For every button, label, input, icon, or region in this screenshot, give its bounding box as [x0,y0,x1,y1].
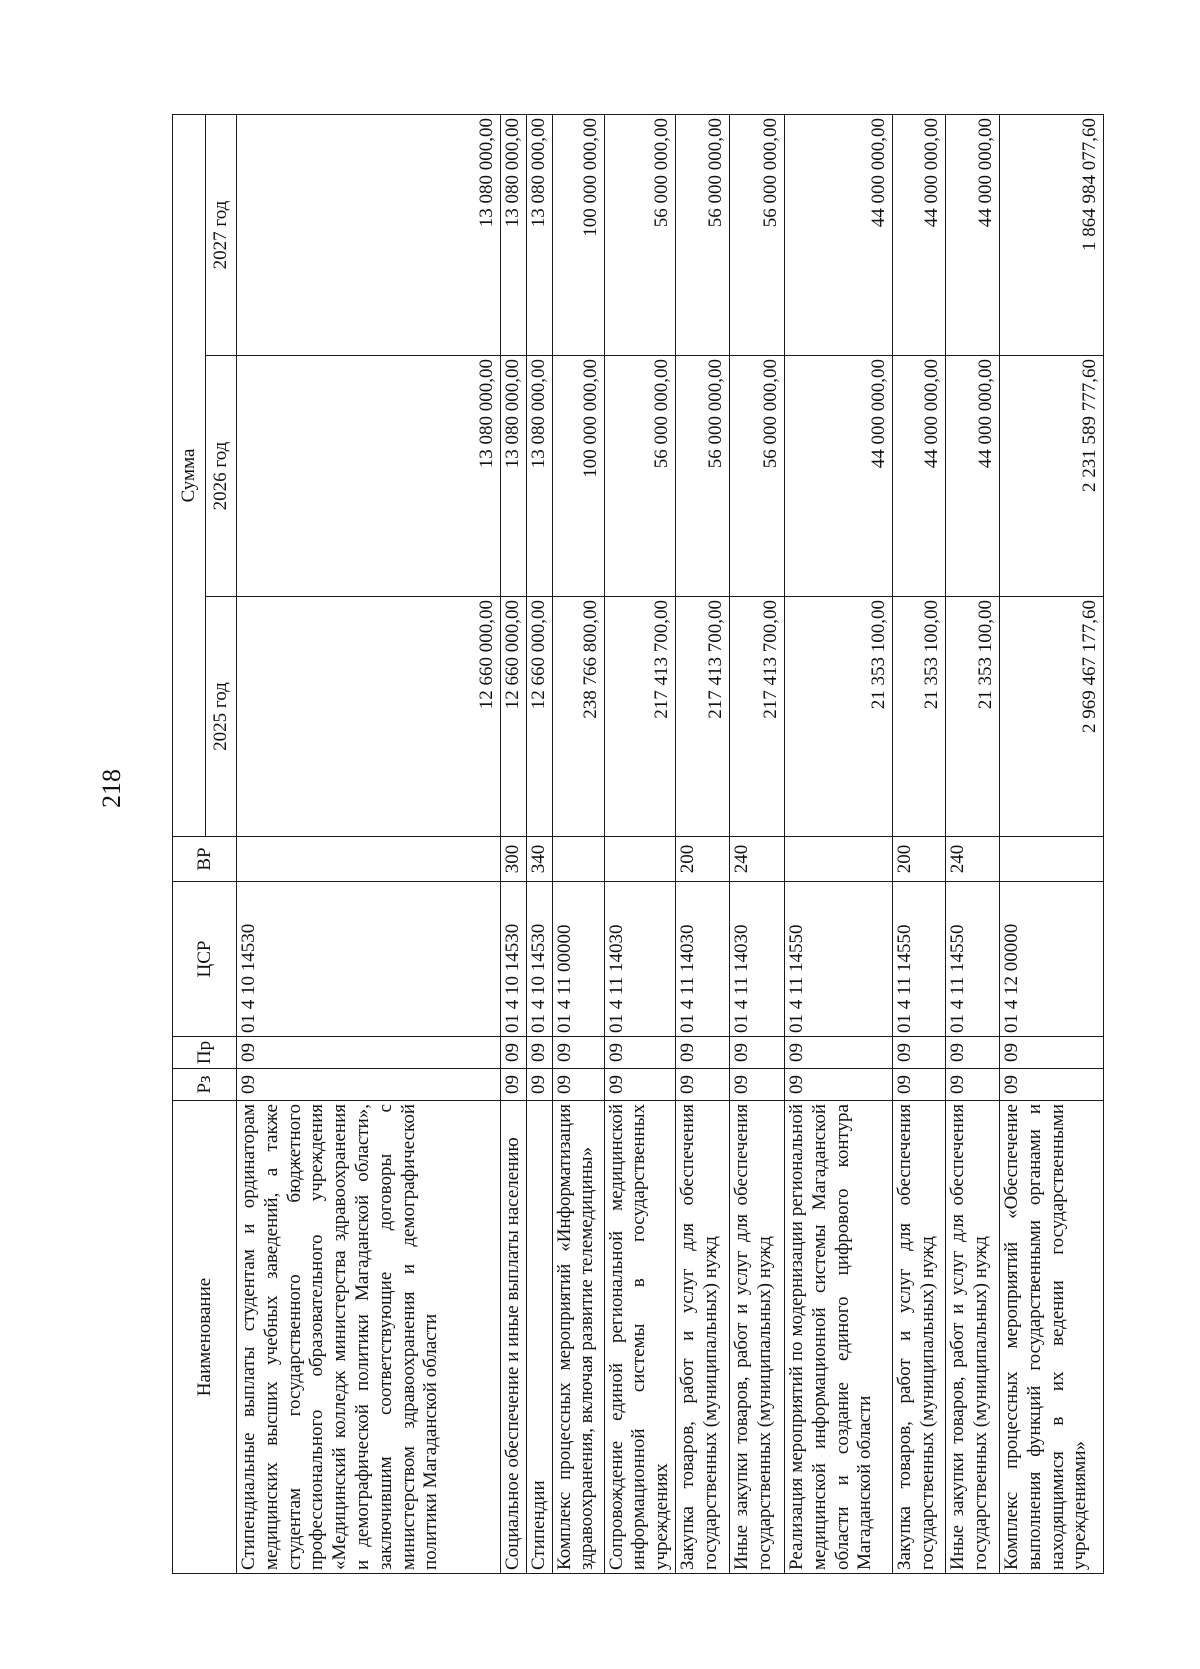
cell-rz: 09 [675,1069,729,1101]
cell-name: Стипендии [526,1101,552,1574]
cell-2026: 44 000 000,00 [892,356,945,597]
header-vr: ВР [173,837,237,882]
cell-2026: 13 080 000,00 [501,356,527,597]
cell-name: Социальное обеспечение и иные выплаты населению [501,1101,527,1574]
cell-pr: 09 [675,1037,729,1069]
table-row [945,114,999,1573]
cell-name: Комплекс процессных мероприятий «Информатизация здравоохранения, включая развитие телемедицины» [552,1101,604,1574]
cell-name: Иные закупки товаров, работ и услуг для обеспечения государственных (муниципальных) нужд [729,1101,784,1574]
table-row [729,114,784,1573]
header-csr: ЦСР [173,882,237,1037]
cell-2027: 56 000 000,00 [675,114,729,355]
cell-vr: 240 [945,837,999,882]
cell-name: Сопровождение единой региональной медицинской информационной системы в государственных учреждениях [604,1101,675,1574]
cell-vr [999,837,1103,882]
table-row [237,114,501,1573]
cell-rz: 09 [729,1069,784,1101]
cell-rz: 09 [999,1069,1103,1101]
table-row [526,114,552,1573]
cell-2025: 2 969 467 177,60 [999,597,1103,837]
cell-csr: 01 4 11 14550 [892,882,945,1037]
cell-vr: 240 [729,837,784,882]
cell-vr [784,837,892,882]
cell-2026: 56 000 000,00 [675,356,729,597]
cell-2027: 44 000 000,00 [945,114,999,355]
cell-pr: 09 [604,1037,675,1069]
cell-2026: 2 231 589 777,60 [999,356,1103,597]
header-2025: 2025 год [206,597,237,837]
table-row [892,114,945,1573]
cell-2025: 217 413 700,00 [729,597,784,837]
header-2026: 2026 год [206,356,237,597]
cell-2027: 56 000 000,00 [604,114,675,355]
cell-rz: 09 [552,1069,604,1101]
cell-pr: 09 [526,1037,552,1069]
table-row [675,114,729,1573]
cell-pr: 09 [784,1037,892,1069]
cell-rz: 09 [892,1069,945,1101]
cell-2027: 44 000 000,00 [784,114,892,355]
cell-2027: 56 000 000,00 [729,114,784,355]
cell-csr: 01 4 11 14030 [729,882,784,1037]
page-number: 218 [97,769,126,808]
cell-csr: 01 4 12 00000 [999,882,1103,1037]
cell-2025: 21 353 100,00 [892,597,945,837]
cell-name: Реализация мероприятий по модернизации региональной медицинской информационной системы Магаданской области и создание единого цифрового контура Магаданской области [784,1101,892,1574]
cell-2026: 56 000 000,00 [604,356,675,597]
cell-name: Иные закупки товаров, работ и услуг для обеспечения государственных (муниципальных) нужд [945,1101,999,1574]
cell-2025: 21 353 100,00 [784,597,892,837]
cell-2026: 13 080 000,00 [526,356,552,597]
cell-2025: 12 660 000,00 [501,597,527,837]
cell-name: Комплекс процессных мероприятий «Обеспечение выполнения функций государственными органами и находящимися в их ведении государственными учреждениями» [999,1101,1103,1574]
cell-pr: 09 [999,1037,1103,1069]
header-name: Наименование [173,1101,237,1574]
cell-csr: 01 4 10 14530 [501,882,527,1037]
cell-2027: 13 080 000,00 [237,114,501,355]
cell-pr: 09 [237,1037,501,1069]
cell-pr: 09 [501,1037,527,1069]
cell-rz: 09 [784,1069,892,1101]
cell-2026: 44 000 000,00 [784,356,892,597]
cell-rz: 09 [604,1069,675,1101]
cell-2025: 12 660 000,00 [237,597,501,837]
cell-csr: 01 4 11 14550 [784,882,892,1037]
cell-csr: 01 4 11 14030 [675,882,729,1037]
cell-2025: 12 660 000,00 [526,597,552,837]
cell-vr: 200 [892,837,945,882]
cell-2025: 21 353 100,00 [945,597,999,837]
cell-csr: 01 4 10 14530 [237,882,501,1037]
header-rz: Рз [173,1069,237,1101]
cell-csr: 01 4 11 14030 [604,882,675,1037]
cell-2027: 13 080 000,00 [501,114,527,355]
cell-2026: 100 000 000,00 [552,356,604,597]
cell-2027: 44 000 000,00 [892,114,945,355]
cell-2027: 1 864 984 077,60 [999,114,1103,355]
cell-vr: 340 [526,837,552,882]
table-row [784,114,892,1573]
cell-2027: 100 000 000,00 [552,114,604,355]
cell-name: Закупка товаров, работ и услуг для обеспечения государственных (муниципальных) нужд [675,1101,729,1574]
cell-2025: 238 766 800,00 [552,597,604,837]
cell-2027: 13 080 000,00 [526,114,552,355]
header-2027: 2027 год [206,114,237,355]
cell-csr: 01 4 10 14530 [526,882,552,1037]
cell-vr: 300 [501,837,527,882]
cell-pr: 09 [892,1037,945,1069]
cell-pr: 09 [552,1037,604,1069]
cell-vr [237,837,501,882]
cell-vr [604,837,675,882]
cell-rz: 09 [237,1069,501,1101]
cell-rz: 09 [501,1069,527,1101]
cell-csr: 01 4 11 14550 [945,882,999,1037]
table-row [999,114,1103,1573]
budget-table [172,114,1104,1574]
header-sum: Сумма [173,114,206,836]
cell-vr [552,837,604,882]
cell-2026: 13 080 000,00 [237,356,501,597]
cell-rz: 09 [526,1069,552,1101]
cell-vr: 200 [675,837,729,882]
cell-csr: 01 4 11 00000 [552,882,604,1037]
table-row [552,114,604,1573]
cell-2025: 217 413 700,00 [604,597,675,837]
rotated-table-container [172,115,1101,1574]
table-row [604,114,675,1573]
cell-2026: 56 000 000,00 [729,356,784,597]
cell-rz: 09 [945,1069,999,1101]
cell-name: Закупка товаров, работ и услуг для обеспечения государственных (муниципальных) нужд [892,1101,945,1574]
cell-pr: 09 [945,1037,999,1069]
table-row [501,114,527,1573]
cell-pr: 09 [729,1037,784,1069]
cell-name: Стипендиальные выплаты студентам и ординаторам медицинских высших учебных заведений, а также студентам государственного бюджетного профессионального образовательного учреждения «Медицинский колледж министерства здравоохранения и демографической политики Магаданской области», заключившим соответствующие договоры с министерством здравоохранения и демографической политики Магаданской области [237,1101,501,1574]
cell-2026: 44 000 000,00 [945,356,999,597]
cell-2025: 217 413 700,00 [675,597,729,837]
header-pr: Пр [173,1037,237,1069]
